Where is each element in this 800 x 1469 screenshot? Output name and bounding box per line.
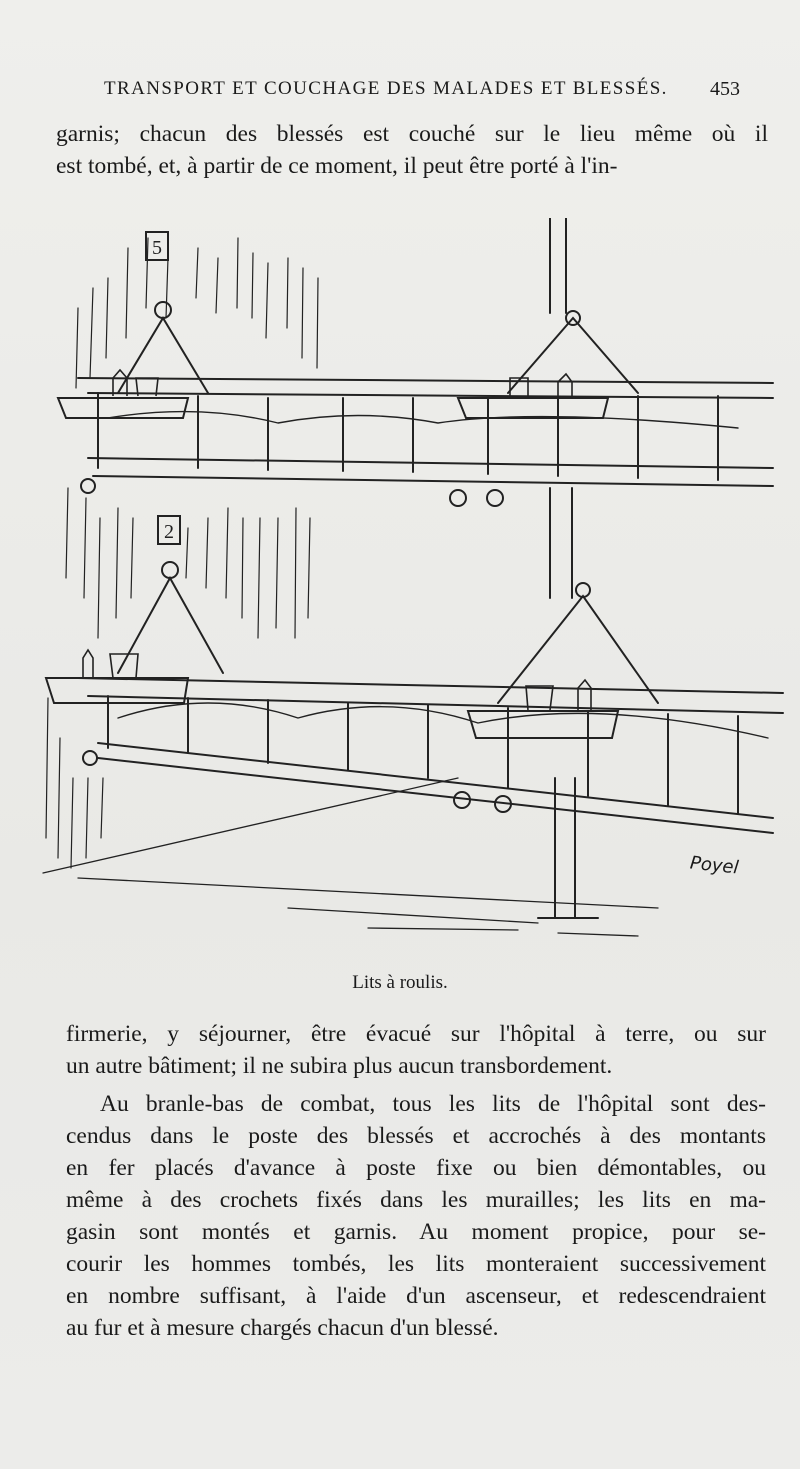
lower-bed	[46, 562, 783, 833]
figure-labels	[146, 232, 180, 544]
text-line: firmerie, y séjourner, être évacué sur l'hôpital à terre, ou sur	[66, 1021, 766, 1047]
text-line: gasin sont montés et garnis. Au moment propice, pour se-	[66, 1219, 766, 1245]
text-line: au fur et à mesure chargés chacun d'un blessé.	[66, 1315, 499, 1341]
paragraph-bottom	[66, 1018, 766, 1082]
running-title: TRANSPORT ET COUCHAGE DES MALADES ET BLESSÉS.	[104, 78, 668, 99]
artist-signature: Poyel	[689, 852, 740, 879]
jugs	[83, 370, 591, 710]
text-line: un autre bâtiment; il ne subira plus aucun transbordement.	[66, 1053, 613, 1079]
illustration-rolling-beds	[38, 218, 788, 948]
text-line: Au branle-bas de combat, tous les lits de l'hôpital sont des-	[100, 1091, 766, 1117]
paragraph-final	[66, 1088, 766, 1344]
paragraph-top	[56, 118, 768, 182]
floor	[43, 778, 658, 936]
text-line: même à des crochets fixés dans les murailles; les lits en ma-	[66, 1187, 766, 1213]
hatching	[46, 238, 318, 868]
beds-drawing	[38, 218, 788, 948]
label-2: 2	[164, 521, 174, 543]
upper-bed	[58, 302, 773, 506]
text-line: en nombre suffisant, à l'aide d'un ascenseur, et redescendraient	[66, 1283, 766, 1309]
text-line: garnis; chacun des blessés est couché sur le lieu même où il	[56, 121, 768, 147]
text-line: en fer placés d'avance à poste fixe ou bien démontables, ou	[66, 1155, 766, 1181]
label-5: 5	[152, 237, 162, 259]
text-line: est tombé, et, à partir de ce moment, il peut être porté à l'in-	[56, 153, 618, 179]
text-line: courir les hommes tombés, les lits monteraient successivement	[66, 1251, 766, 1277]
figure-caption: Lits à roulis.	[352, 972, 448, 993]
page-number: 453	[710, 78, 740, 100]
text-line: cendus dans le poste des blessés et accrochés à des montants	[66, 1123, 766, 1149]
